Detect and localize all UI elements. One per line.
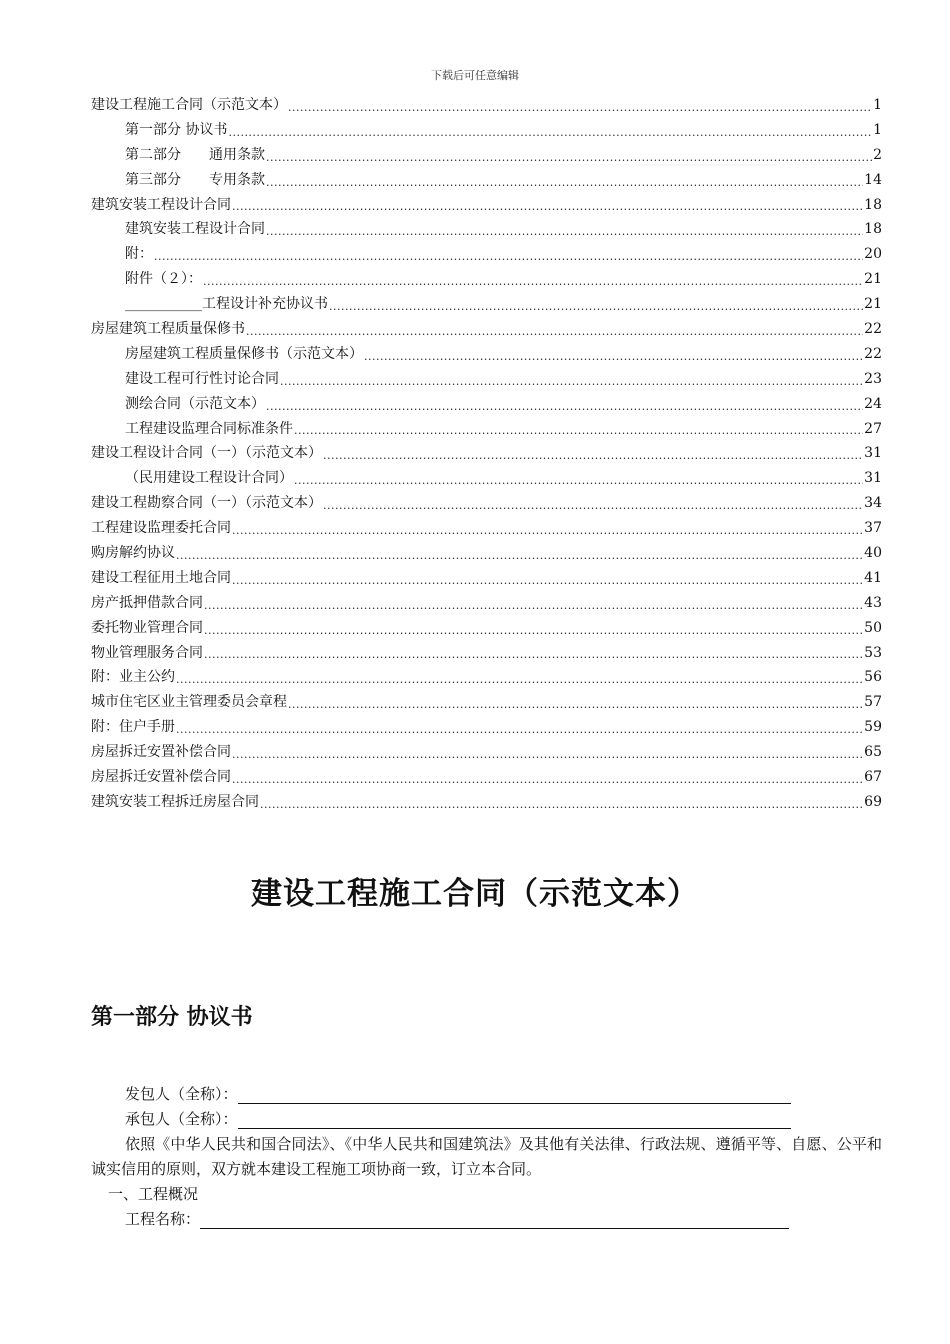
toc-entry-label: 房屋建筑工程质量保修书（示范文本） bbox=[125, 345, 363, 362]
toc-entry-label: 建设工程勘察合同（一）（示范文本） bbox=[91, 495, 322, 512]
toc-entry-page: 21 bbox=[864, 271, 882, 288]
toc-entry[interactable] bbox=[91, 441, 882, 466]
employer-field bbox=[91, 1082, 882, 1107]
toc-entry-page: 40 bbox=[864, 545, 882, 562]
toc-entry-page: 31 bbox=[864, 445, 882, 462]
toc-entry-label: 第二部分 通用条款 bbox=[125, 146, 265, 163]
toc-entry-page: 53 bbox=[864, 644, 882, 661]
toc-entry[interactable] bbox=[91, 217, 882, 242]
toc-entry-label: 房产抵押借款合同 bbox=[91, 594, 203, 611]
toc-entry[interactable] bbox=[91, 118, 882, 143]
toc-entry[interactable] bbox=[91, 417, 882, 442]
toc-entry[interactable] bbox=[91, 491, 882, 516]
section-title: 第一部分 协议书 bbox=[91, 1005, 253, 1030]
toc-entry-label: 附：住户手册 bbox=[91, 719, 175, 736]
toc-entry[interactable] bbox=[91, 168, 882, 193]
toc-entry-label: 房屋拆迁安置补偿合同 bbox=[91, 769, 231, 786]
toc-entry-page: 20 bbox=[864, 246, 882, 263]
toc-entry-label: 工程建设监理合同标准条件 bbox=[125, 420, 293, 437]
toc-leader-dots bbox=[228, 118, 872, 143]
toc-entry-label: 房屋拆迁安置补偿合同 bbox=[91, 744, 231, 761]
toc-entry-page: 22 bbox=[864, 321, 882, 337]
toc-entry-label: 建筑安装工程设计合同 bbox=[125, 221, 265, 238]
toc-entry-page: 27 bbox=[864, 420, 882, 437]
item-heading: 一、工程概况 bbox=[108, 1185, 199, 1203]
toc-leader-dots bbox=[280, 367, 863, 392]
toc-entry[interactable] bbox=[91, 566, 882, 591]
toc-leader-dots bbox=[232, 193, 863, 218]
toc-leader-dots bbox=[246, 317, 863, 342]
contractor-field bbox=[91, 1107, 882, 1132]
toc-entry[interactable] bbox=[91, 242, 882, 267]
toc-leader-dots bbox=[323, 441, 863, 466]
toc-entry-label: 建筑安装工程拆迁房屋合同 bbox=[91, 793, 259, 810]
toc-entry-label: 附： bbox=[125, 246, 153, 263]
toc-leader-dots bbox=[204, 591, 863, 616]
project-name-field bbox=[91, 1207, 882, 1232]
toc-entry-page: 43 bbox=[864, 594, 882, 611]
toc-entry-page: 14 bbox=[864, 171, 882, 188]
toc-entry-label: （民用建设工程设计合同） bbox=[125, 470, 293, 487]
project-name-blank[interactable] bbox=[200, 1210, 789, 1229]
toc-entry[interactable] bbox=[91, 616, 882, 641]
toc-leader-dots bbox=[294, 466, 863, 491]
toc-entry-label: 建设工程设计合同（一）（示范文本） bbox=[91, 445, 322, 462]
toc-entry[interactable] bbox=[91, 690, 882, 715]
toc-entry-page: 34 bbox=[864, 495, 882, 512]
toc-entry-label: 建设工程可行性讨论合同 bbox=[125, 370, 279, 387]
header-note: 下载后可任意编辑 bbox=[431, 69, 519, 82]
toc-leader-dots bbox=[266, 143, 872, 168]
toc-leader-dots bbox=[204, 641, 863, 666]
toc-entry-page: 1 bbox=[873, 121, 882, 138]
toc-leader-dots bbox=[266, 392, 863, 417]
toc-entry-label: 工程建设监理委托合同 bbox=[91, 520, 231, 537]
toc-entry[interactable] bbox=[91, 292, 882, 317]
toc-entry-page: 50 bbox=[864, 619, 882, 636]
toc-leader-dots bbox=[323, 491, 863, 516]
toc-entry[interactable] bbox=[91, 665, 882, 690]
toc-entry[interactable] bbox=[91, 317, 882, 342]
toc-entry-page: 31 bbox=[864, 470, 882, 487]
toc-leader-dots bbox=[266, 168, 863, 193]
toc-entry[interactable] bbox=[91, 93, 882, 118]
toc-entry-page: 18 bbox=[864, 221, 882, 238]
employer-label: 发包人（全称）： bbox=[125, 1085, 238, 1103]
table-of-contents bbox=[91, 93, 882, 815]
toc-entry[interactable] bbox=[91, 715, 882, 740]
toc-entry[interactable] bbox=[91, 466, 882, 491]
toc-entry[interactable] bbox=[91, 765, 882, 790]
toc-entry-page: 37 bbox=[864, 520, 882, 537]
toc-entry[interactable] bbox=[91, 516, 882, 541]
toc-entry[interactable] bbox=[91, 342, 882, 367]
toc-entry-label: 物业管理服务合同 bbox=[91, 644, 203, 661]
toc-entry-page: 59 bbox=[864, 719, 882, 736]
toc-leader-dots bbox=[203, 267, 863, 292]
toc-entry-page: 67 bbox=[864, 769, 882, 786]
toc-entry-page: 2 bbox=[873, 146, 882, 163]
toc-entry-label: 购房解约协议 bbox=[91, 545, 175, 562]
toc-entry[interactable] bbox=[91, 541, 882, 566]
toc-entry-page: 65 bbox=[864, 744, 882, 761]
toc-leader-dots bbox=[176, 665, 863, 690]
toc-entry-page: 21 bbox=[864, 296, 882, 313]
toc-entry[interactable] bbox=[91, 143, 882, 168]
employer-blank[interactable] bbox=[238, 1085, 791, 1104]
toc-entry-label: 城市住宅区业主管理委员会章程 bbox=[91, 694, 287, 711]
toc-entry-page: 1 bbox=[873, 96, 882, 113]
toc-leader-dots bbox=[232, 566, 863, 591]
toc-entry[interactable] bbox=[91, 591, 882, 616]
toc-leader-dots bbox=[266, 217, 863, 242]
toc-entry-page: 57 bbox=[864, 694, 882, 711]
toc-leader-dots bbox=[288, 690, 863, 715]
toc-entry-page: 41 bbox=[864, 569, 882, 586]
toc-entry-page: 22 bbox=[864, 345, 882, 362]
toc-leader-dots bbox=[329, 292, 863, 317]
toc-entry-label: 附件（２）： bbox=[125, 271, 202, 288]
toc-entry[interactable] bbox=[91, 367, 882, 392]
toc-leader-dots bbox=[176, 541, 863, 566]
toc-leader-dots bbox=[154, 242, 863, 267]
toc-leader-dots bbox=[176, 715, 863, 740]
toc-entry-page: 56 bbox=[864, 669, 882, 686]
toc-entry-label: 建筑安装工程设计合同 bbox=[91, 196, 231, 213]
toc-leader-dots bbox=[364, 342, 863, 367]
toc-entry-label: 建设工程施工合同（示范文本） bbox=[91, 96, 287, 113]
toc-leader-dots bbox=[232, 765, 863, 790]
toc-entry-label: ___________工程设计补充协议书 bbox=[125, 296, 328, 313]
toc-entry-page: 18 bbox=[864, 196, 882, 213]
toc-entry-page: 23 bbox=[864, 370, 882, 387]
toc-entry-page: 69 bbox=[864, 793, 882, 810]
toc-entry-label: 建设工程征用土地合同 bbox=[91, 569, 231, 586]
toc-entry-page: 24 bbox=[864, 395, 882, 412]
toc-entry[interactable] bbox=[91, 267, 882, 292]
project-name-label: 工程名称： bbox=[125, 1210, 201, 1228]
toc-entry[interactable] bbox=[91, 392, 882, 417]
contractor-blank[interactable] bbox=[238, 1110, 791, 1129]
toc-entry-label: 委托物业管理合同 bbox=[91, 619, 203, 636]
agreement-paragraph: 依照《中华人民共和国合同法》、《中华人民共和国建筑法》及其他有关法律、行政法规、遵循平等、自愿、公平和诚实信用的原则，双方就本建设工程施工项协商一致，订立本合同。 bbox=[91, 1135, 882, 1178]
toc-leader-dots bbox=[232, 740, 863, 765]
toc-leader-dots bbox=[232, 516, 863, 541]
toc-entry[interactable] bbox=[91, 740, 882, 765]
toc-entry[interactable] bbox=[91, 790, 882, 815]
toc-entry-label: 第一部分 协议书 bbox=[125, 121, 228, 138]
main-title: 建设工程施工合同（示范文本） bbox=[251, 876, 699, 912]
agreement-body bbox=[91, 1082, 882, 1232]
toc-entry-label: 第三部分 专用条款 bbox=[125, 171, 265, 188]
toc-leader-dots bbox=[204, 616, 863, 641]
toc-entry[interactable] bbox=[91, 641, 882, 666]
toc-leader-dots bbox=[288, 93, 872, 118]
toc-entry[interactable] bbox=[91, 193, 882, 218]
toc-entry-label: 房屋建筑工程质量保修书 bbox=[91, 321, 245, 337]
contractor-label: 承包人（全称）： bbox=[125, 1110, 238, 1128]
toc-leader-dots bbox=[260, 790, 863, 815]
toc-entry-label: 测绘合同（示范文本） bbox=[125, 395, 265, 412]
toc-leader-dots bbox=[294, 417, 863, 442]
toc-entry-label: 附：业主公约 bbox=[91, 669, 175, 686]
